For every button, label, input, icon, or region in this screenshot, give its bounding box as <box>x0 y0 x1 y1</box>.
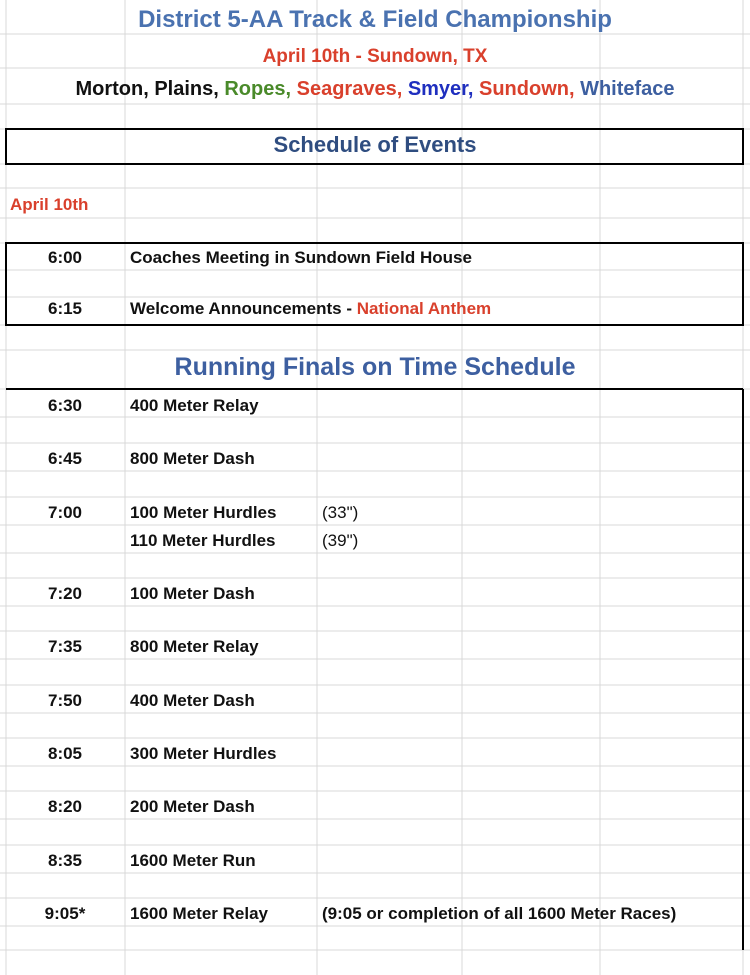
time-cell: 8:35 <box>47 851 83 870</box>
time-cell: 7:35 <box>47 637 83 656</box>
event-cell: 100 Meter Hurdles <box>130 503 277 522</box>
time-cell: 7:00 <box>47 503 83 522</box>
event-highlight: National Anthem <box>356 299 492 318</box>
time-cell: 6:30 <box>47 396 83 415</box>
team-name: Ropes, <box>224 78 297 100</box>
note-cell: (39") <box>322 531 359 550</box>
team-name: Plains, <box>154 78 225 100</box>
event-cell: 800 Meter Relay <box>130 637 259 656</box>
time-cell: 8:20 <box>47 797 83 816</box>
time-cell: 7:50 <box>47 691 83 710</box>
schedule-heading: Schedule of Events <box>273 132 477 157</box>
team-name: Sundown, <box>478 78 581 100</box>
time-cell: 8:05 <box>47 744 83 763</box>
note-cell: (33") <box>322 503 359 522</box>
event-cell: 400 Meter Dash <box>130 691 255 710</box>
team-name: Whiteface <box>580 78 675 100</box>
page-title: District 5-AA Track & Field Championship <box>138 6 612 33</box>
team-name: Seagraves, <box>296 78 408 100</box>
running-heading: Running Finals on Time Schedule <box>174 353 576 381</box>
event-cell: 300 Meter Hurdles <box>130 744 277 763</box>
event-cell: 200 Meter Dash <box>130 797 255 816</box>
event-cell: 1600 Meter Relay <box>130 904 268 923</box>
event-cell <box>130 300 491 317</box>
event-cell: Coaches Meeting in Sundown Field House <box>130 248 472 267</box>
time-cell: 6:00 <box>47 248 83 267</box>
time-cell: 7:20 <box>47 584 83 603</box>
team-name: Smyer, <box>407 78 479 100</box>
event-cell: 110 Meter Hurdles <box>130 531 276 550</box>
event-text: Welcome Announcements - <box>130 299 357 318</box>
date-label: April 10th <box>10 195 89 214</box>
team-list <box>0 79 750 99</box>
time-cell: 6:45 <box>47 449 83 468</box>
event-cell: 1600 Meter Run <box>130 851 256 870</box>
event-cell: 800 Meter Dash <box>130 449 255 468</box>
time-cell: 6:15 <box>47 299 83 318</box>
time-cell: 9:05* <box>44 904 86 923</box>
event-cell: 100 Meter Dash <box>130 584 255 603</box>
team-name: Morton, <box>75 78 155 100</box>
note-cell: (9:05 or completion of all 1600 Meter Races) <box>322 904 677 923</box>
page-subtitle: April 10th - Sundown, TX <box>262 46 488 67</box>
event-cell: 400 Meter Relay <box>130 396 259 415</box>
